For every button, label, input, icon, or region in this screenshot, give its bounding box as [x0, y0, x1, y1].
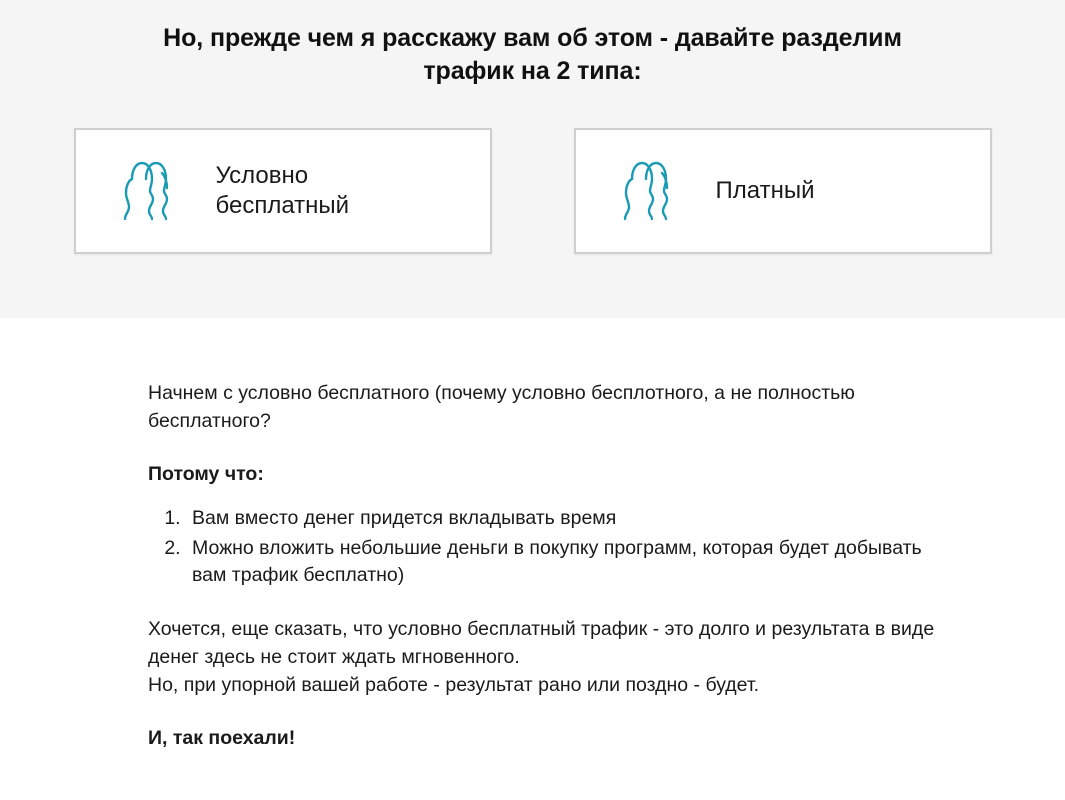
article-body: [0, 318, 1065, 753]
card-label-line2: бесплатный: [215, 192, 350, 219]
closing-paragraph: [148, 616, 938, 699]
points-list: [148, 505, 938, 590]
two-people-icon: [118, 155, 180, 227]
two-people-icon: [618, 155, 680, 227]
card-conditionally-free[interactable]: [74, 128, 492, 254]
card-paid[interactable]: [574, 128, 992, 254]
closing-line-2: Но, при упорной вашей работе - результат рано или поздно - будет.: [148, 673, 760, 696]
intro-paragraph: Начнем с условно бесплатного (почему условно бесплотного, а не полностью бесплатного?: [148, 382, 855, 432]
traffic-type-cards: [0, 128, 1065, 254]
card-label: [216, 161, 350, 221]
page-title: Но, прежде чем я расскажу вам об этом - давайте разделим трафик на 2 типа:: [163, 24, 902, 85]
card-label: [716, 176, 815, 206]
hero-section: [0, 0, 1065, 318]
list-item: 2. Можно вложить небольшие деньги в покупку программ, которая будет добывать вам трафик бесплатно): [186, 535, 938, 590]
card-label-line1: Условно: [215, 162, 309, 189]
closing-line-1: Хочется, еще сказать, что условно бесплатный трафик - это долго и результата в виде денег здесь не стоит ждать мгновенного.: [148, 618, 935, 668]
because-label: Потому что:: [148, 463, 264, 486]
list-item: 1. Вам вместо денег придется вкладывать время: [186, 505, 938, 533]
card-label-line1: Платный: [715, 177, 815, 204]
final-call: И, так поехали!: [148, 727, 296, 750]
